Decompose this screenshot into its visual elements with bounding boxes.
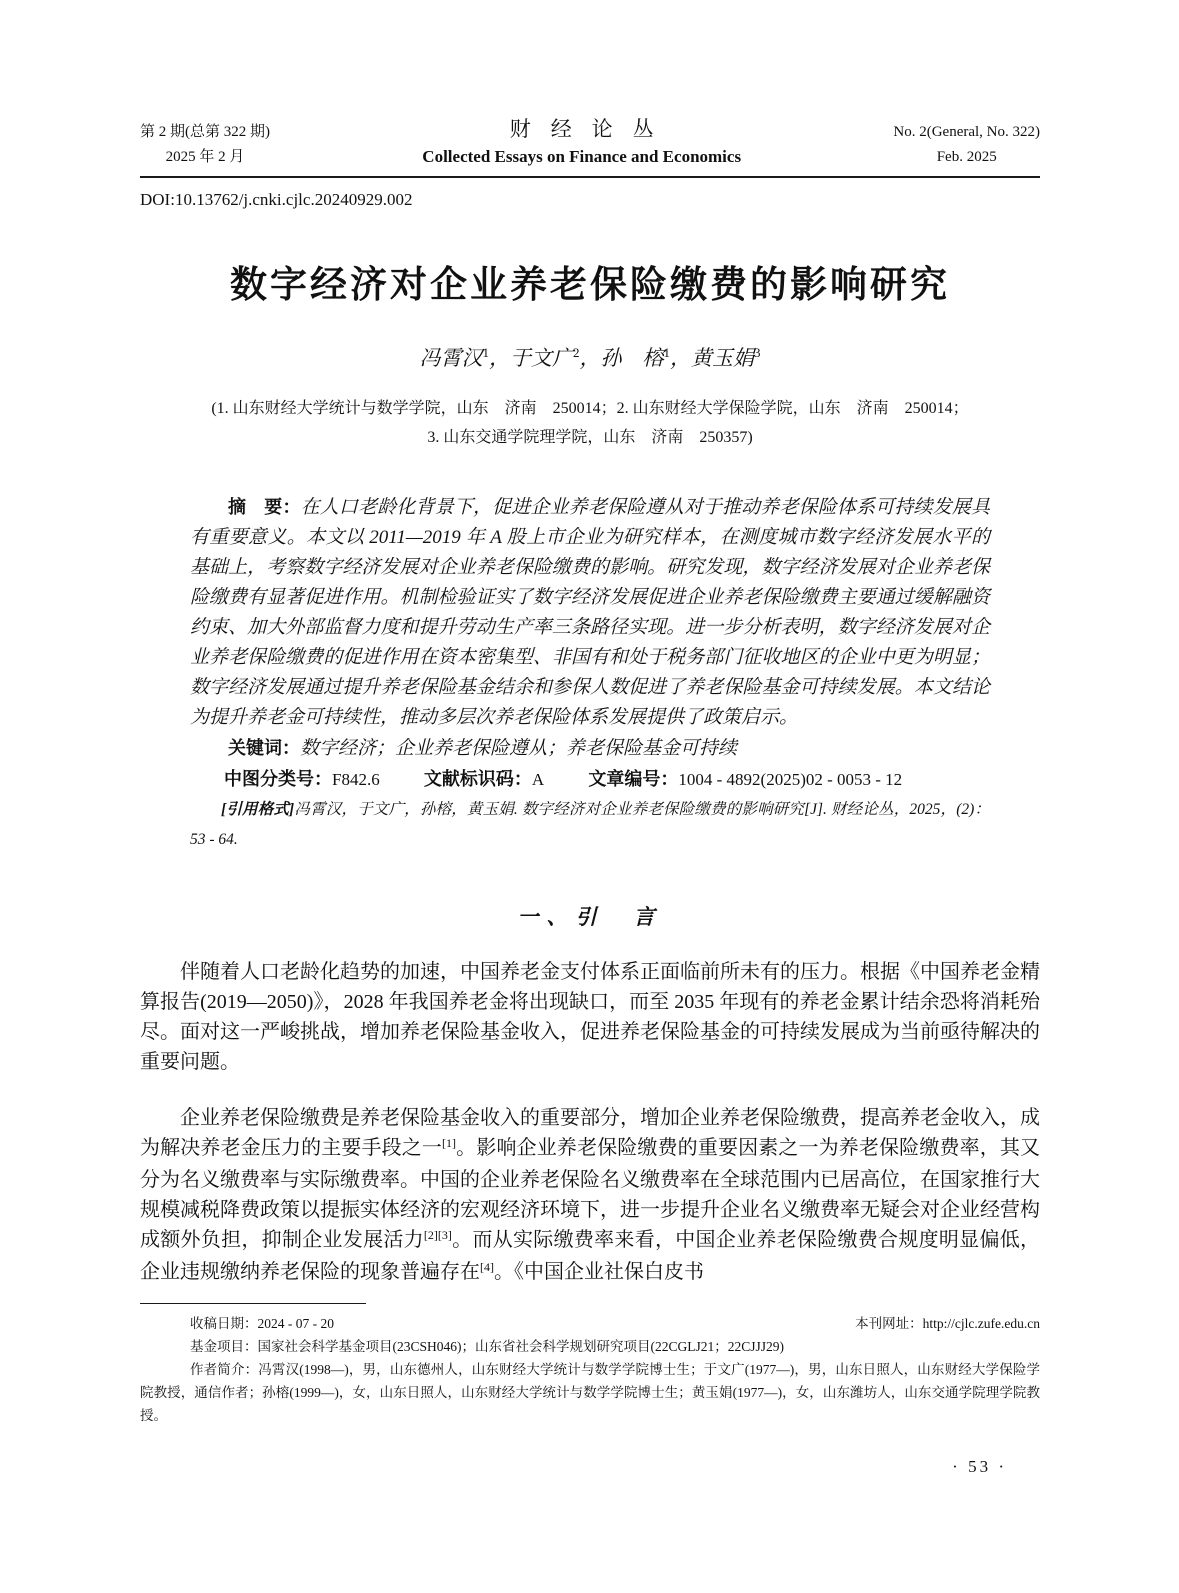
paragraph-text: 。而从实际缴费率来看，中国企业养老保险缴费合规度明显偏低，企业违规缴纳养老保险的现象普遍存在 <box>140 1229 1041 1283</box>
page-number: · 53 · <box>952 1457 1007 1476</box>
author-separator: ， <box>489 346 510 370</box>
author-name: 黄玉娟 <box>691 346 754 370</box>
footnotes <box>140 1303 1040 1427</box>
keywords-label: 关键词： <box>228 738 300 758</box>
paragraph-text: 。《中国企业社保白皮书 <box>494 1261 704 1283</box>
meta-row <box>190 764 990 795</box>
author-affil-marker: 2 <box>573 345 580 360</box>
paragraph-text: 企业养老保险缴费是养老保险基金收入的重要部分，增加企业养老保险缴费，提高养老金收入，成为解决养老金压力的主要手段之一 <box>140 1107 1040 1159</box>
reference-marker: [2][3] <box>423 1228 452 1243</box>
header-center <box>422 116 741 170</box>
keywords-text: 数字经济；企业养老保险遵从；养老保险基金可持续 <box>300 738 738 759</box>
affiliation-line: 3. 山东交通学院理学院，山东 济南 250357) <box>427 429 753 446</box>
issue-number-en: No. 2(General, No. 322) <box>893 124 1040 140</box>
received-date: 收稿日期：2024 - 07 - 20 <box>190 1316 334 1331</box>
issue-date-cn: 2025 年 2 月 <box>165 149 245 165</box>
abstract-block <box>190 492 990 855</box>
article-title: 数字经济对企业养老保险缴费的影响研究 <box>230 265 950 306</box>
author-affil-marker: 3 <box>754 345 761 360</box>
clc-value: F842.6 <box>332 770 380 789</box>
doc-code-value: A <box>531 770 545 789</box>
journal-header <box>140 116 1040 170</box>
intro-paragraph-2 <box>140 1103 1040 1289</box>
abstract-text: 在人口老龄化背景下，促进企业养老保险遵从对于推动养老保险体系可持续发展具有重要意义。本文以 2011—2019 年 A 股上市企业为研究样本，在测度城市数字经济发展水平的基础上，考察数字经济发展对企业养老保险缴费的影响。研究发现，数字经济发展对企业养老保险缴费有显著促进作用。机制检验证实了数字经济发展促进企业养老保险缴费主要通过缓解融资约束、加大外部监督力度和提升劳动生产率三条路径实现。进一步分析表明，数字经济发展对企业养老保险缴费的促进作用在资本密集型、非国有和处于税务部门征收地区的企业中更为明显；数字经济发展通过提升养老保险基金结余和参保人数促进了养老保险基金可持续发展。本文结论为提升养老金可持续性，推动多层次养老保险体系发展提供了政策启示。 <box>190 497 990 728</box>
author-name: 孙 榕 <box>600 346 664 370</box>
author-affil-marker: 1 <box>663 345 670 360</box>
header-right <box>893 120 1040 170</box>
header-left <box>140 120 270 170</box>
funding-note: 基金项目：国家社会科学基金项目(23CSH046)；山东省社会科学规划研究项目(22CGLJ21；22CJJJ29) <box>190 1339 785 1354</box>
article-id-value: 1004 - 4892(2025)02 - 0053 - 12 <box>678 770 903 789</box>
abstract-paragraph <box>190 492 990 733</box>
affiliations <box>140 394 1040 452</box>
author-bio-note: 作者简介：冯霄汉(1998—)，男，山东德州人，山东财经大学统计与数学学院博士生；于文广(1977—)，男，山东日照人，山东财经大学保险学院教授，通信作者；孙榕(1999—)，女，山东日照人，山东财经大学统计与数学学院博士生；黄玉娟(1977—)，女，山东潍坊人，山东交通学院理学院教授。 <box>140 1362 1040 1423</box>
citation-label: [引用格式] <box>221 801 295 818</box>
reference-marker: [4] <box>480 1260 494 1275</box>
header-rule <box>140 176 1040 178</box>
abstract-label: 摘 要： <box>228 497 301 517</box>
footnote-row <box>140 1312 1040 1335</box>
clc-label: 中图分类号： <box>224 769 332 789</box>
author-name: 于文广 <box>510 346 573 370</box>
journal-website: 本刊网址：http://cjlc.zufe.edu.cn <box>855 1316 1040 1331</box>
keywords-line <box>190 733 990 764</box>
reference-marker: [1] <box>442 1136 457 1151</box>
article-id-label: 文章编号： <box>588 769 679 789</box>
citation-line <box>190 795 990 855</box>
journal-title-cn: 财经论丛 <box>509 117 674 141</box>
doc-code-label: 文献标识码： <box>423 769 532 789</box>
author-separator: ， <box>579 346 601 370</box>
footnote-rule <box>140 1303 366 1304</box>
author-name: 冯霄汉 <box>419 346 483 370</box>
journal-title-en: Collected Essays on Finance and Economics <box>422 147 742 166</box>
affiliation-line: (1. 山东财经大学统计与数学学院，山东 济南 250014；2. 山东财经大学保险学院，山东 济南 250014； <box>211 400 969 417</box>
issue-number-cn: 第 2 期(总第 322 期) <box>140 124 270 140</box>
doi-line: DOI:10.13762/j.cnki.cjlc.20240929.002 <box>140 190 413 209</box>
section-heading-introduction: 一、引 言 <box>517 905 663 929</box>
author-separator: ， <box>670 346 691 370</box>
citation-text: 冯霄汉，于文广，孙榕，黄玉娟. 数字经济对企业养老保险缴费的影响研究[J]. 财经论丛，2025，(2)：53 - 64. <box>190 801 990 848</box>
paragraph-text: 。影响企业养老保险缴费的重要因素之一为养老保险缴费率，其又分为名义缴费率与实际缴费率。中国的企业养老保险名义缴费率在全球范围内已居高位，在国家推行大规模减税降费政策以提振实体经济的宏观经济环境下，进一步提升企业名义缴费率无疑会对企业经营构成额外负担，抑制企业发展活力 <box>140 1137 1041 1251</box>
issue-date-en: Feb. 2025 <box>936 149 997 165</box>
intro-paragraph-1: 伴随着人口老龄化趋势的加速，中国养老金支付体系正面临前所未有的压力。根据《中国养老金精算报告(2019—2050)》，2028 年我国养老金将出现缺口，而至 2035 年现有的养老金累计结余恐将消耗殆尽。面对这一严峻挑战，增加养老保险基金收入，促进养老保险基金的可持续发展成为当前亟待解决的重要问题。 <box>140 961 1040 1073</box>
authors-line <box>140 342 1040 372</box>
author-affil-marker: 1 <box>482 345 489 360</box>
